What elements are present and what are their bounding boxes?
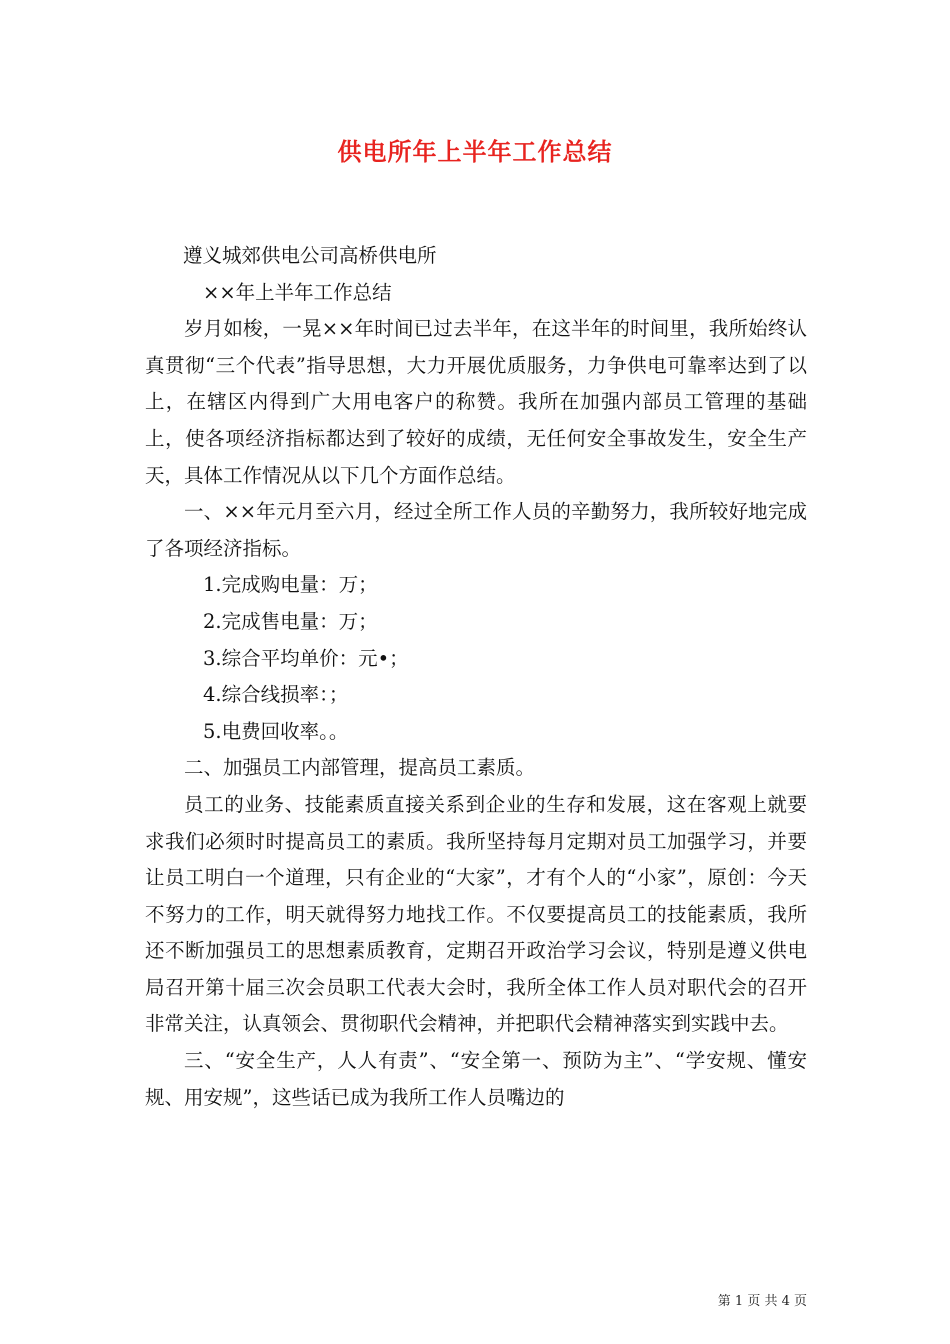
paragraph-section-3: 三、“安全生产，人人有责”、“安全第一、预防为主”、“学安规、懂安规、用安规”，这些话已成为我所工作人员嘴边的 [145, 1049, 807, 1109]
paragraph-staff-quality: 员工的业务、技能素质直接关系到企业的生存和发展，这在客观上就要求我们必须时时提高员工的素质。我所坚持每月定期对员工加强学习，并要让员工明白一个道理，只有企业的“大家”，才有个人的“小家”，原创：今天不努力的工作，明天就得努力地找工作。不仅要提高员工的技能素质，我所还不断加强员工的思想素质教育，定期召开政治学习会议，特别是遵义供电局召开第十届三次会员职工代表大会时，我所全体工作人员对职代会的召开非常关注，认真领会、贯彻职代会精神，并把职代会精神落实到实践中去。 [145, 792, 807, 1036]
document-body [145, 238, 807, 1116]
list-item: 4.综合线损率：； [203, 683, 349, 707]
page-number: 第 1 页 共 4 页 [717, 1294, 807, 1309]
paragraph-section-2: 二、加强员工内部管理，提高员工素质。 [184, 756, 536, 780]
list-item: 3.综合平均单价：元•； [203, 646, 409, 670]
paragraph-subtitle: ××年上半年工作总结 [203, 280, 392, 304]
list-item: 1.完成购电量：万； [203, 573, 378, 597]
list-item: 2.完成售电量：万； [203, 609, 378, 633]
paragraph-intro: 岁月如梭，一晃××年时间已过去半年，在这半年的时间里，我所始终认真贯彻“三个代表”指导思想，大力开展优质服务，力争供电可靠率达到了以上，在辖区内得到广大用电客户的称赞。我所在加强内部员工管理的基础上，使各项经济指标都达到了较好的成绩，无任何安全事故发生，安全生产天，具体工作情况从以下几个方面作总结。 [145, 317, 807, 487]
paragraph-organization: 遵义城郊供电公司高桥供电所 [183, 244, 437, 267]
document-title: 供电所年上半年工作总结 [337, 137, 613, 166]
list-item: 5.电费回收率。。 [203, 719, 349, 743]
paragraph-section-1: 一、××年元月至六月，经过全所工作人员的辛勤努力，我所较好地完成了各项经济指标。 [145, 500, 807, 560]
